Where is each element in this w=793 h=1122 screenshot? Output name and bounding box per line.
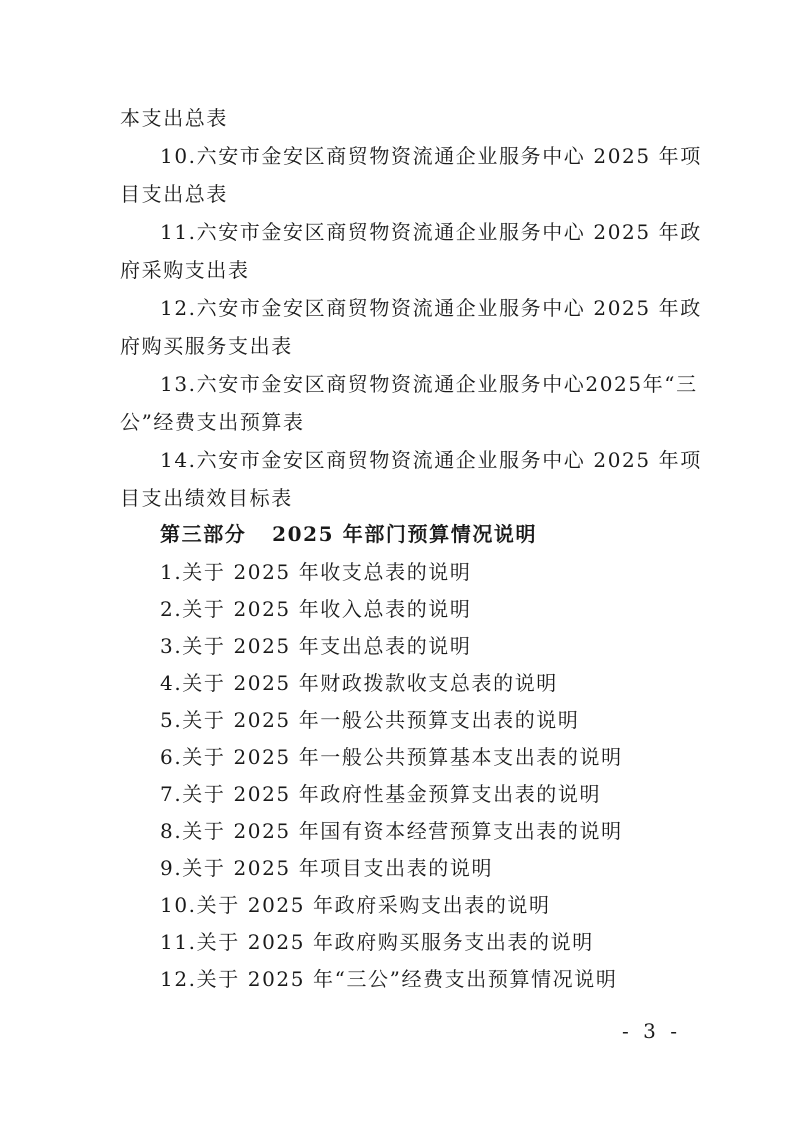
toc-line-continuation-9: 本支出总表 bbox=[120, 106, 228, 130]
explanation-item-9: 9.关于 2025 年项目支出表的说明 bbox=[160, 856, 494, 880]
page-number: - 3 - bbox=[622, 1019, 681, 1043]
explanation-item-1: 1.关于 2025 年收支总表的说明 bbox=[160, 560, 472, 584]
toc-item-12-continuation: 府购买服务支出表 bbox=[120, 334, 293, 358]
toc-item-11-continuation: 府采购支出表 bbox=[120, 258, 250, 282]
toc-item-10: 10.六安市金安区商贸物资流通企业服务中心 2025 年项 bbox=[160, 144, 702, 168]
explanation-item-7: 7.关于 2025 年政府性基金预算支出表的说明 bbox=[160, 782, 602, 806]
explanation-item-3: 3.关于 2025 年支出总表的说明 bbox=[160, 634, 472, 658]
toc-item-11: 11.六安市金安区商贸物资流通企业服务中心 2025 年政 bbox=[160, 220, 702, 244]
explanation-item-11: 11.关于 2025 年政府购买服务支出表的说明 bbox=[160, 930, 594, 954]
explanation-item-6: 6.关于 2025 年一般公共预算基本支出表的说明 bbox=[160, 745, 623, 769]
toc-item-13-continuation: 公”经费支出预算表 bbox=[120, 410, 305, 434]
toc-item-14: 14.六安市金安区商贸物资流通企业服务中心 2025 年项 bbox=[160, 448, 702, 472]
explanation-item-10: 10.关于 2025 年政府采购支出表的说明 bbox=[160, 893, 551, 917]
toc-item-13: 13.六安市金安区商贸物资流通企业服务中心2025年“三 bbox=[160, 372, 698, 396]
explanation-item-12: 12.关于 2025 年“三公”经费支出预算情况说明 bbox=[160, 967, 618, 991]
explanation-item-5: 5.关于 2025 年一般公共预算支出表的说明 bbox=[160, 708, 580, 732]
explanation-item-4: 4.关于 2025 年财政拨款收支总表的说明 bbox=[160, 671, 558, 695]
toc-item-12: 12.六安市金安区商贸物资流通企业服务中心 2025 年政 bbox=[160, 296, 702, 320]
section-heading: 第三部分 2025 年部门预算情况说明 bbox=[160, 522, 538, 546]
explanation-item-8: 8.关于 2025 年国有资本经营预算支出表的说明 bbox=[160, 819, 623, 843]
toc-item-10-continuation: 目支出总表 bbox=[120, 182, 228, 206]
explanation-item-2: 2.关于 2025 年收入总表的说明 bbox=[160, 597, 472, 621]
toc-item-14-continuation: 目支出绩效目标表 bbox=[120, 486, 293, 510]
